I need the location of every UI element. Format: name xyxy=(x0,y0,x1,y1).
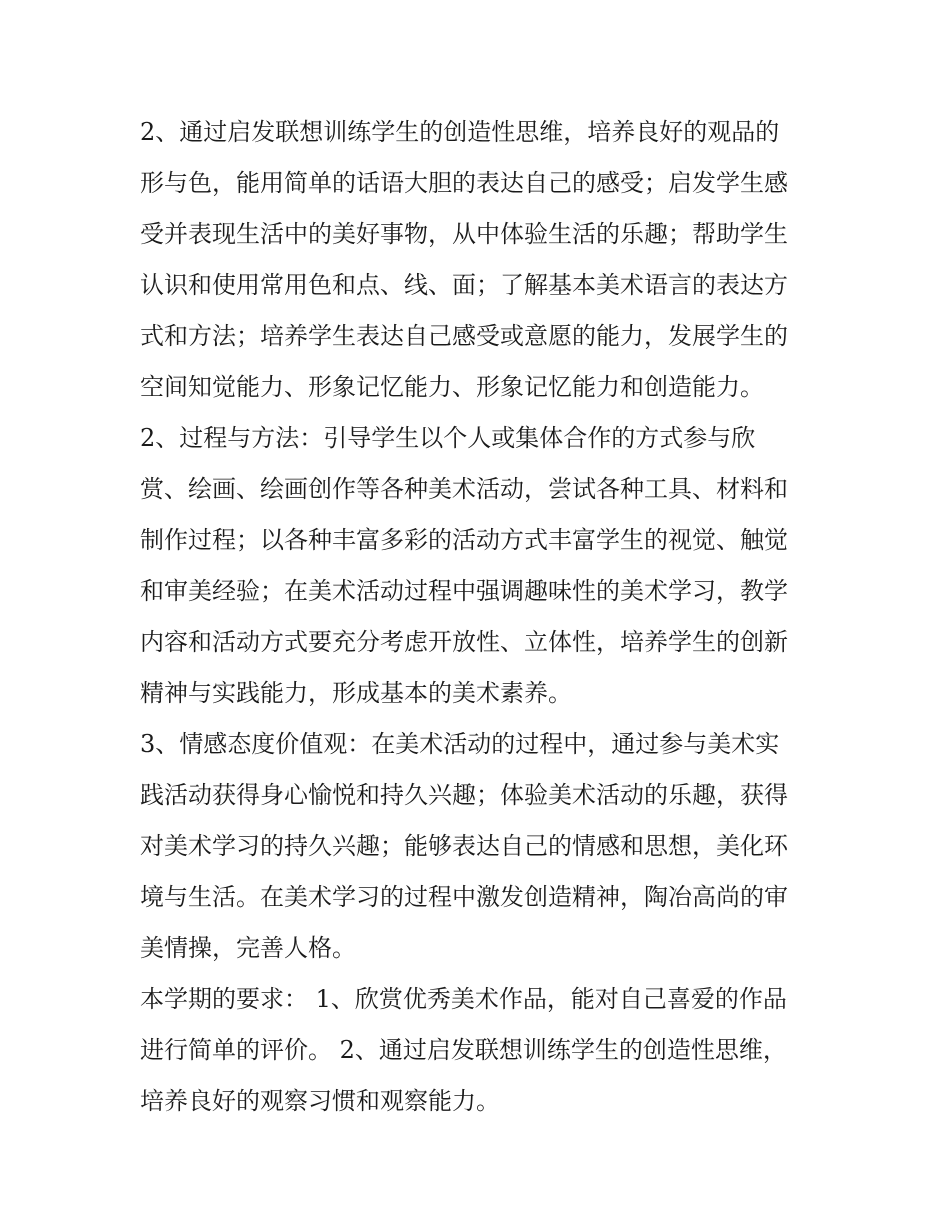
text-line: 境与生活。在美术学习的过程中激发创造精神，陶冶高尚的审 xyxy=(140,883,788,911)
text-line: 认识和使用常用色和点、线、面；了解基本美术语言的表达方 xyxy=(140,271,788,299)
text-line: 制作过程；以各种丰富多彩的活动方式丰富学生的视觉、触觉 xyxy=(140,526,788,554)
text-line: 受并表现生活中的美好事物，从中体验生活的乐趣；帮助学生 xyxy=(140,220,788,248)
text-line: 赏、绘画、绘画创作等各种美术活动，尝试各种工具、材料和 xyxy=(140,475,788,503)
text-line: 践活动获得身心愉悦和持久兴趣；体验美术活动的乐趣，获得 xyxy=(140,781,788,809)
text-line: 式和方法；培养学生表达自己感受或意愿的能力，发展学生的 xyxy=(140,322,788,350)
text-line: 培养良好的观察习惯和观察能力。 xyxy=(140,1087,500,1115)
document-body xyxy=(140,107,820,1127)
text-line: 美情操，完善人格。 xyxy=(140,934,356,962)
text-line: 2、通过启发联想训练学生的创造性思维，培养良好的观品的 xyxy=(140,118,780,146)
text-line: 精神与实践能力，形成基本的美术素养。 xyxy=(140,679,572,707)
text-line: 空间知觉能力、形象记忆能力、形象记忆能力和创造能力。 xyxy=(140,373,764,401)
text-line: 2、过程与方法：引导学生以个人或集体合作的方式参与欣 xyxy=(140,424,756,452)
text-line: 形与色，能用简单的话语大胆的表达自己的感受；启发学生感 xyxy=(140,169,788,197)
text-line: 内容和活动方式要充分考虑开放性、立体性，培养学生的创新 xyxy=(140,628,788,656)
text-line: 进行简单的评价。 2、通过启发联想训练学生的创造性思维， xyxy=(140,1036,787,1064)
text-line: 本学期的要求： 1、欣赏优秀美术作品，能对自己喜爱的作品 xyxy=(140,985,787,1013)
text-line: 对美术学习的持久兴趣；能够表达自己的情感和思想，美化环 xyxy=(140,832,788,860)
text-line: 3、情感态度价值观：在美术活动的过程中，通过参与美术实 xyxy=(140,730,780,758)
text-line: 和审美经验；在美术活动过程中强调趣味性的美术学习，教学 xyxy=(140,577,788,605)
